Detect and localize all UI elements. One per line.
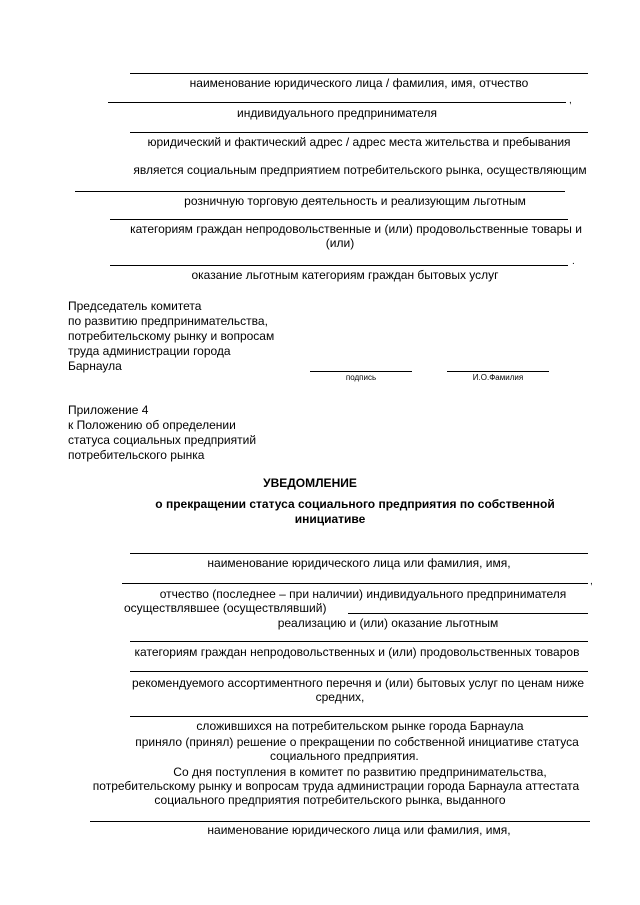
entrepreneur-caption: индивидуального предпринимателя: [237, 106, 437, 120]
address-caption: юридический и фактический адрес / адрес места жительства и пребывания: [147, 135, 571, 149]
goods-caption-cont: (или): [325, 236, 355, 250]
retail-caption: розничную торговую деятельность и реализующим льготным: [184, 194, 526, 208]
form-line: [348, 613, 588, 614]
notice-title: УВЕДОМЛЕНИЕ: [263, 476, 357, 490]
notice-market-caption: сложившихся на потребительском рынке города Барнаула: [196, 719, 524, 733]
notice-performed-caption: осуществлявшее (осуществлявший): [124, 601, 327, 615]
appendix-line-1: Приложение 4: [68, 403, 149, 417]
signature-caption: подпись: [345, 373, 377, 382]
notice-receipt-line-1: Со дня поступления в комитет по развитию предпринимательства,: [173, 765, 547, 779]
form-line: [130, 132, 588, 133]
appendix-line-4: потребительского рынка: [68, 448, 205, 462]
period-mark: .: [572, 256, 575, 267]
form-line: [130, 716, 588, 717]
form-line: [90, 821, 590, 822]
notice-name-caption: наименование юридического лица или фамилия, имя,: [207, 556, 511, 570]
name-caption: И.О.Фамилия: [472, 373, 524, 382]
signatory-line-1: Председатель комитета: [68, 299, 202, 313]
notice-assortment-caption-cont: средних,: [315, 690, 365, 704]
form-line: [110, 265, 568, 266]
appendix-line-3: статуса социальных предприятий: [68, 433, 257, 447]
notice-goods-caption: категориям граждан непродовольственных и (или) продовольственных товаров: [134, 645, 580, 659]
notice-assortment-caption: рекомендуемого ассортиментного перечня и (или) бытовых услуг по ценам ниже: [132, 676, 584, 690]
comma-mark: ,: [569, 95, 572, 106]
signatory-line-4: труда администрации города: [68, 344, 231, 358]
legal-entity-name-caption: наименование юридического лица / фамилия, имя, отчество: [189, 76, 529, 90]
signatory-line-3: потребительскому рынку и вопросам: [68, 329, 275, 343]
signature-line: [310, 371, 412, 372]
signatory-line-5: Барнаула: [68, 359, 122, 373]
form-line: [130, 73, 588, 74]
services-caption: оказание льготным категориям граждан бытовых услуг: [191, 268, 499, 282]
notice-receipt-line-3: социального предприятия потребительского рынка, выданного: [154, 793, 506, 807]
goods-caption: категориям граждан непродовольственные и (или) продовольственные товары и: [130, 222, 582, 236]
form-line: [130, 671, 588, 672]
form-line: [130, 641, 588, 642]
form-line: [130, 553, 588, 554]
notice-subtitle-line-1: о прекращении статуса социального предприятия по собственной: [155, 497, 555, 511]
signatory-line-2: по развитию предпринимательства,: [68, 314, 268, 328]
appendix-line-2: к Положению об определении: [68, 418, 236, 432]
status-statement: является социальным предприятием потребительского рынка, осуществляющим: [133, 163, 587, 177]
form-line: [110, 219, 568, 220]
form-line: [108, 102, 566, 103]
name-line: [447, 371, 549, 372]
notice-receipt-line-2: потребительскому рынку и вопросам труда администрации города Барнаула аттестата: [92, 779, 580, 793]
form-line: [122, 583, 588, 584]
notice-implementation-caption: реализацию и (или) оказание льготным: [277, 616, 499, 630]
form-line: [75, 191, 565, 192]
notice-decision-line: приняло (принял) решение о прекращении по собственной инициативе статуса: [135, 735, 579, 749]
notice-decision-line-cont: социального предприятия.: [270, 749, 419, 763]
notice-issuer-name-caption: наименование юридического лица или фамилия, имя,: [207, 823, 511, 837]
comma-mark: ,: [590, 576, 593, 587]
notice-subtitle-line-2: инициативе: [294, 512, 366, 526]
notice-patronymic-caption: отчество (последнее – при наличии) индивидуального предпринимателя: [159, 587, 567, 601]
